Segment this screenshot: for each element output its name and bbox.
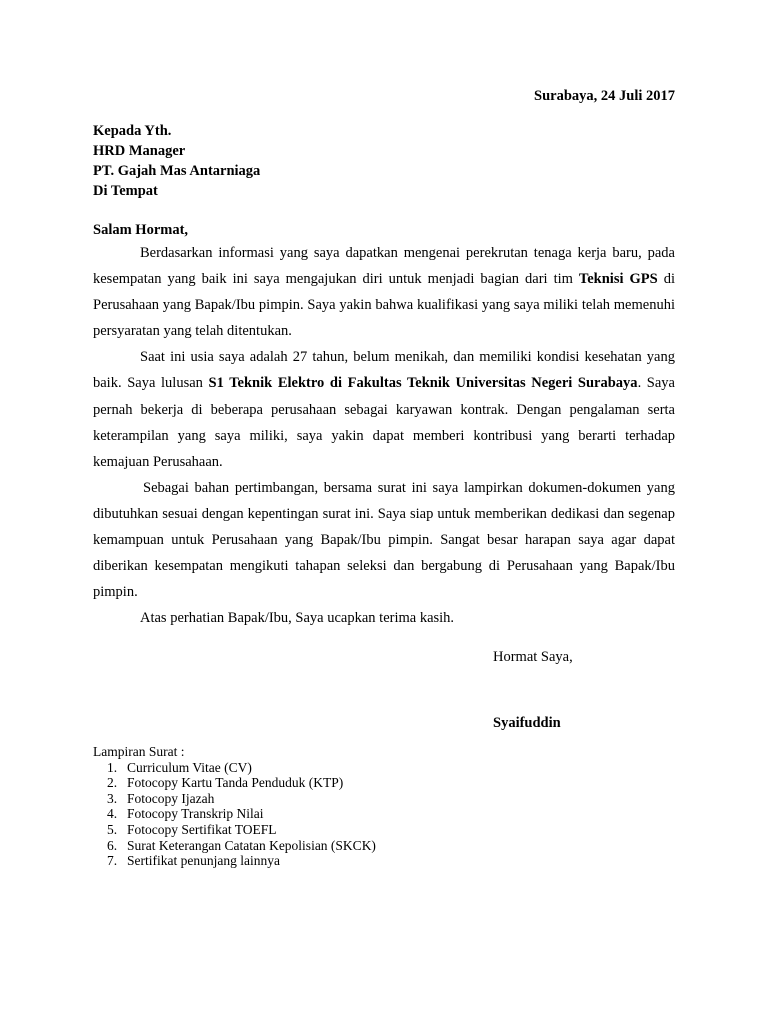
attachment-number: 2. [107, 775, 118, 791]
attachment-item [93, 760, 376, 776]
greeting: Salam Hormat, [93, 222, 189, 238]
attachment-item [93, 791, 376, 807]
position-title: Teknisi GPS [578, 271, 658, 288]
attachment-text: Surat Keterangan Catatan Kepolisian (SKCK) [127, 837, 376, 853]
body-paragraph [93, 344, 675, 474]
attachment-text: Fotocopy Ijazah [127, 790, 215, 806]
attachment-text: Curriculum Vitae (CV) [127, 759, 252, 775]
attachment-list [93, 744, 376, 869]
attachment-number: 4. [107, 806, 118, 822]
recipient-line: PT. Gajah Mas Antarniaga [93, 163, 261, 179]
recipient-block [93, 121, 260, 201]
paragraph-text: di Perusahaan yang Bapak/Ibu pimpin. Saya yakin bahwa kualifikasi yang saya miliki telah memenuhi persyaratan yang telah ditentukan. [93, 271, 675, 340]
place-date: Surabaya, 24 Juli 2017 [534, 88, 675, 104]
attachment-number: 7. [107, 853, 118, 869]
signer-name: Syaifuddin [493, 715, 561, 731]
attachment-item [93, 775, 376, 791]
education-degree: S1 Teknik Elektro di Fakultas Teknik Universitas Negeri Surabaya [208, 375, 638, 392]
attachment-title: Lampiran Surat : [93, 744, 185, 759]
attachment-number: 3. [107, 790, 118, 806]
paragraph-text: . Saya pernah bekerja di beberapa perusahaan sebagai karyawan kontrak. Dengan pengalaman serta keterampilan yang saya miliki, saya yakin dapat memberi kontribusi yang berarti terhadap kemajuan Perusahaan. [93, 375, 675, 470]
body-paragraph: Sebagai bahan pertimbangan, bersama surat ini saya lampirkan dokumen-dokumen yang dibutuhkan sesuai dengan kepentingan surat ini. Saya siap untuk memberikan dedikasi dan segenap kemampuan untuk Perusahaan yang Bapak/Ibu pimpin. Sangat besar harapan saya agar dapat diberikan kesempatan mengikuti tahapan seleksi dan bergabung di Perusahaan yang Bapak/Ibu pimpin. [93, 479, 675, 601]
attachment-text: Fotocopy Sertifikat TOEFL [127, 821, 277, 837]
recipient-line: HRD Manager [93, 143, 186, 159]
recipient-line: Kepada Yth. [93, 123, 172, 139]
attachment-items [93, 760, 376, 869]
body-paragraph [93, 240, 675, 344]
recipient-line: Di Tempat [93, 183, 158, 199]
attachment-number: 1. [107, 759, 118, 775]
attachment-item [93, 806, 376, 822]
body-paragraph: Atas perhatian Bapak/Ibu, Saya ucapkan terima kasih. [140, 610, 455, 627]
attachment-item [93, 838, 376, 854]
attachment-text: Sertifikat penunjang lainnya [127, 853, 280, 869]
attachment-text: Fotocopy Kartu Tanda Penduduk (KTP) [127, 775, 344, 791]
attachment-item [93, 822, 376, 838]
letter-body [93, 240, 675, 631]
paragraph-text: Saat ini usia saya adalah 27 tahun, belum menikah, dan memiliki kondisi kesehatan yang baik. Saya lulusan [93, 349, 675, 392]
paragraph-text: Berdasarkan informasi yang saya dapatkan mengenai perekrutan tenaga kerja baru, pada kesempatan yang baik ini saya mengajukan diri untuk menjadi bagian dari tim [93, 245, 675, 288]
attachment-number: 6. [107, 837, 118, 853]
attachment-item [93, 853, 376, 869]
attachment-number: 5. [107, 821, 118, 837]
closing: Hormat Saya, [493, 649, 573, 665]
attachment-text: Fotocopy Transkrip Nilai [127, 806, 264, 822]
